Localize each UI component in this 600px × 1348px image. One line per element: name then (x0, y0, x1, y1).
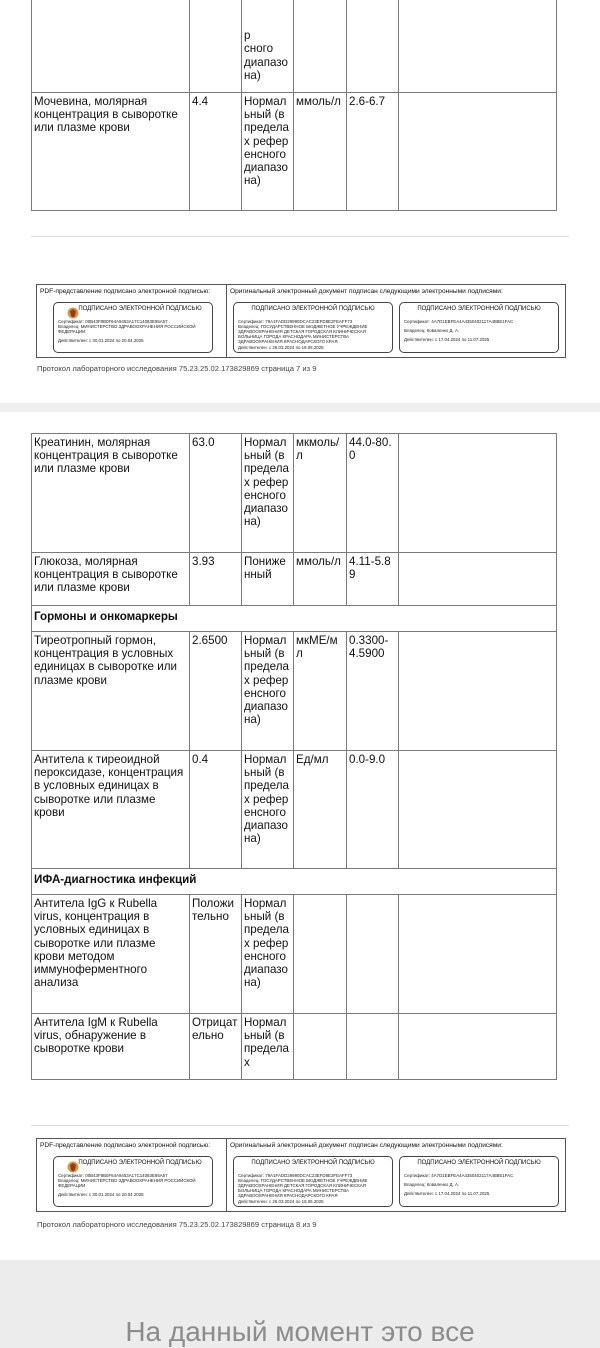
coat-of-arms-icon (66, 1160, 80, 1174)
signature-stamp-person (399, 302, 559, 353)
page-gap (0, 403, 600, 412)
signature-block (36, 284, 566, 358)
test-unit (294, 1014, 347, 1080)
test-reference (347, 895, 399, 1014)
test-note (399, 895, 557, 1014)
test-reference (347, 1014, 399, 1080)
stamp-line: Владелец: МИНИСТЕРСТВО ЗДРАВООХРАНЕНИЯ РОССИЙСКОЙ ФЕДЕРАЦИИ (58, 323, 196, 334)
stamp-line: Действителен: с 17.04.2024 по 11.07.2025 (404, 336, 490, 342)
protocol-footer: Протокол лабораторного исследования 75.23.25.02.173829869 страница 8 из 9 (37, 1220, 317, 1229)
test-status: Нормальный (в пределах референсного диапазона) (242, 895, 294, 1014)
stamp-line: Владелец: Коваленко Д. А. (404, 327, 460, 333)
results-table-page-8 (31, 433, 557, 1080)
stamp-line: Действителен: с 26.03.2024 по 18.06.2025 (238, 344, 324, 350)
table-row (32, 1014, 557, 1080)
section-heading-hormones: Гормоны и онкомаркеры (32, 606, 557, 632)
cell-unit (294, 0, 347, 93)
test-reference: 44.0-80.0 (347, 434, 399, 553)
signature-header-left: PDF-представление подписано электронной подписью: (40, 1142, 211, 1149)
test-note (399, 751, 557, 869)
test-unit (294, 895, 347, 1014)
test-value: Отрицательно (190, 1014, 242, 1080)
test-note (399, 93, 557, 211)
stamp-line: Сертификат: 4A7D1EBFEA4A4350402117A4B8E1FAC (404, 1172, 514, 1178)
table-row (32, 0, 557, 93)
section-row (32, 606, 557, 632)
test-name: Антитела к тиреоидной пероксидазе, концентрация в условных единицах в сыворотке или плазме крови (32, 751, 190, 869)
test-value: Положительно (190, 895, 242, 1014)
test-unit: ммоль/л (294, 553, 347, 606)
signature-block (36, 1138, 566, 1212)
cell-name (32, 0, 190, 93)
test-unit: мкМЕ/мл (294, 632, 347, 751)
test-status: Нормальный (в пределах (242, 1014, 294, 1080)
stamp-title: ПОДПИСАНО ЭЛЕКТРОННОЙ ПОДПИСЬЮ (251, 306, 375, 312)
test-reference: 0.3300-4.5900 (347, 632, 399, 751)
protocol-footer: Протокол лабораторного исследования 75.23.25.02.173829869 страница 7 из 9 (37, 364, 317, 373)
stamp-line: Действителен: с 30.01.2024 по 20.04.2025 (58, 338, 144, 344)
test-note (399, 434, 557, 553)
test-unit: ммоль/л (294, 93, 347, 211)
stamp-title: ПОДПИСАНО ЭЛЕКТРОННОЙ ПОДПИСЬЮ (417, 306, 541, 312)
signature-stamp-hospital (233, 1156, 393, 1207)
table-row (32, 553, 557, 606)
table-row (32, 751, 557, 869)
cell-note (399, 0, 557, 93)
section-row (32, 869, 557, 895)
page-divider (31, 236, 569, 237)
stamp-title: ПОДПИСАНО ЭЛЕКТРОННОЙ ПОДПИСЬЮ (251, 1160, 375, 1166)
end-of-feed-message: На данный момент это все (125, 1316, 475, 1347)
stamp-title: ПОДПИСАНО ЭЛЕКТРОННОЙ ПОДПИСЬЮ (78, 1160, 202, 1166)
signature-stamp-hospital (233, 302, 393, 353)
test-note (399, 1014, 557, 1080)
signature-header-left: PDF-представление подписано электронной подписью: (40, 288, 211, 295)
test-unit: Ед/мл (294, 751, 347, 869)
stamp-line: Сертификат: 00B43F8B0F64A9453A17C14083E95A57 (58, 1172, 168, 1178)
cell-value (190, 0, 242, 93)
table-row (32, 632, 557, 751)
table-row (32, 895, 557, 1014)
document-page-8 (0, 412, 600, 1260)
test-note (399, 632, 557, 751)
test-name: Антитела IgM к Rubella virus, обнаружение в сыворотке крови (32, 1014, 190, 1080)
cell-ref (347, 0, 399, 93)
page-divider (31, 1125, 569, 1126)
stamp-line: Сертификат: 4A7D1EBFEA4A4350402117A4B8E1FAC (404, 318, 514, 324)
test-value: 3.93 (190, 553, 242, 606)
stamp-line: Действителен: с 30.01.2024 по 20.04.2025 (58, 1192, 144, 1198)
coat-of-arms-icon (66, 306, 80, 320)
test-status: Нормальный (в пределах референсного диапазона) (242, 93, 294, 211)
stamp-line: Владелец: ГОСУДАРСТВЕННОЕ БЮДЖЕТНОЕ УЧРЕЖДЕНИЕ ЗДРАВООХРАНЕНИЯ ДЕТСКАЯ ГОРОДСКАЯ КЛИНИЧЕСКАЯ БОЛЬНИЦА ГОРОДА КРАСНОДАРА МИНИСТЕРСТВА ЗДРАВООХРАНЕНИЯ КРАСНОДАРСКОГО КРАЯ (238, 323, 368, 345)
test-name: Антитела IgG к Rubella virus, концентрация в условных единицах в сыворотке или плазме крови методом иммуноферментного анализа (32, 895, 190, 1014)
section-heading-infections: ИФА-диагностика инфекций (32, 869, 557, 895)
signature-stamp-person (399, 1156, 559, 1207)
signature-stamp-ministry (53, 302, 213, 353)
test-value: 0.4 (190, 751, 242, 869)
signature-stamp-ministry (53, 1156, 213, 1207)
document-page-7 (0, 0, 600, 403)
test-status: Нормальный (в пределах референсного диапазона) (242, 434, 294, 553)
table-row (32, 93, 557, 211)
signature-divider (226, 1139, 227, 1211)
test-value: 2.6500 (190, 632, 242, 751)
test-status: Нормальный (в пределах референсного диапазона) (242, 632, 294, 751)
test-note (399, 553, 557, 606)
test-reference: 2.6-6.7 (347, 93, 399, 211)
test-unit: мкмоль/л (294, 434, 347, 553)
test-name: Мочевина, молярная концентрация в сыворотке или плазме крови (32, 93, 190, 211)
test-name: Глюкоза, молярная концентрация в сыворотке или плазме крови (32, 553, 190, 606)
signature-header-right: Оригинальный электронный документ подписан следующими электронными подписями: (230, 1142, 503, 1149)
signature-divider (226, 285, 227, 357)
test-status: Нормальный (в пределах референсного диапазона) (242, 751, 294, 869)
stamp-line: Владелец: Коваленко Д. А. (404, 1181, 460, 1187)
stamp-title: ПОДПИСАНО ЭЛЕКТРОННОЙ ПОДПИСЬЮ (417, 1160, 541, 1166)
signature-header-right: Оригинальный электронный документ подписан следующими электронными подписями: (230, 288, 503, 295)
test-name: Тиреотропный гормон, концентрация в условных единицах в сыворотке или плазме крови (32, 632, 190, 751)
cell-status: р сного диапазо на) (242, 0, 294, 93)
stamp-line: Сертификат: 79A1FADD29990DCAC23EFD8E2FEAFF73 (238, 318, 353, 324)
test-status: Пониженный (242, 553, 294, 606)
stamp-title: ПОДПИСАНО ЭЛЕКТРОННОЙ ПОДПИСЬЮ (78, 306, 202, 312)
test-value: 63.0 (190, 434, 242, 553)
test-reference: 4.11-5.89 (347, 553, 399, 606)
stamp-line: Владелец: ГОСУДАРСТВЕННОЕ БЮДЖЕТНОЕ УЧРЕЖДЕНИЕ ЗДРАВООХРАНЕНИЯ ДЕТСКАЯ ГОРОДСКАЯ КЛИНИЧЕСКАЯ БОЛЬНИЦА ГОРОДА КРАСНОДАРА МИНИСТЕРСТВА ЗДРАВООХРАНЕНИЯ КРАСНОДАРСКОГО КРАЯ (238, 1177, 368, 1199)
results-table-page-7 (31, 0, 557, 211)
test-name: Креатинин, молярная концентрация в сыворотке или плазме крови (32, 434, 190, 553)
test-reference: 0.0-9.0 (347, 751, 399, 869)
stamp-line: Сертификат: 79A1FADD29990DCAC23EFD8E2FEAFF73 (238, 1172, 353, 1178)
stamp-line: Действителен: с 26.03.2024 по 18.06.2025 (238, 1198, 324, 1204)
table-row (32, 434, 557, 553)
stamp-line: Владелец: МИНИСТЕРСТВО ЗДРАВООХРАНЕНИЯ РОССИЙСКОЙ ФЕДЕРАЦИИ (58, 1177, 196, 1188)
test-value: 4.4 (190, 93, 242, 211)
stamp-line: Сертификат: 00B43F8B0F64A9453A17C14083E95A57 (58, 318, 168, 324)
stamp-line: Действителен: с 17.04.2024 по 11.07.2025 (404, 1190, 490, 1196)
